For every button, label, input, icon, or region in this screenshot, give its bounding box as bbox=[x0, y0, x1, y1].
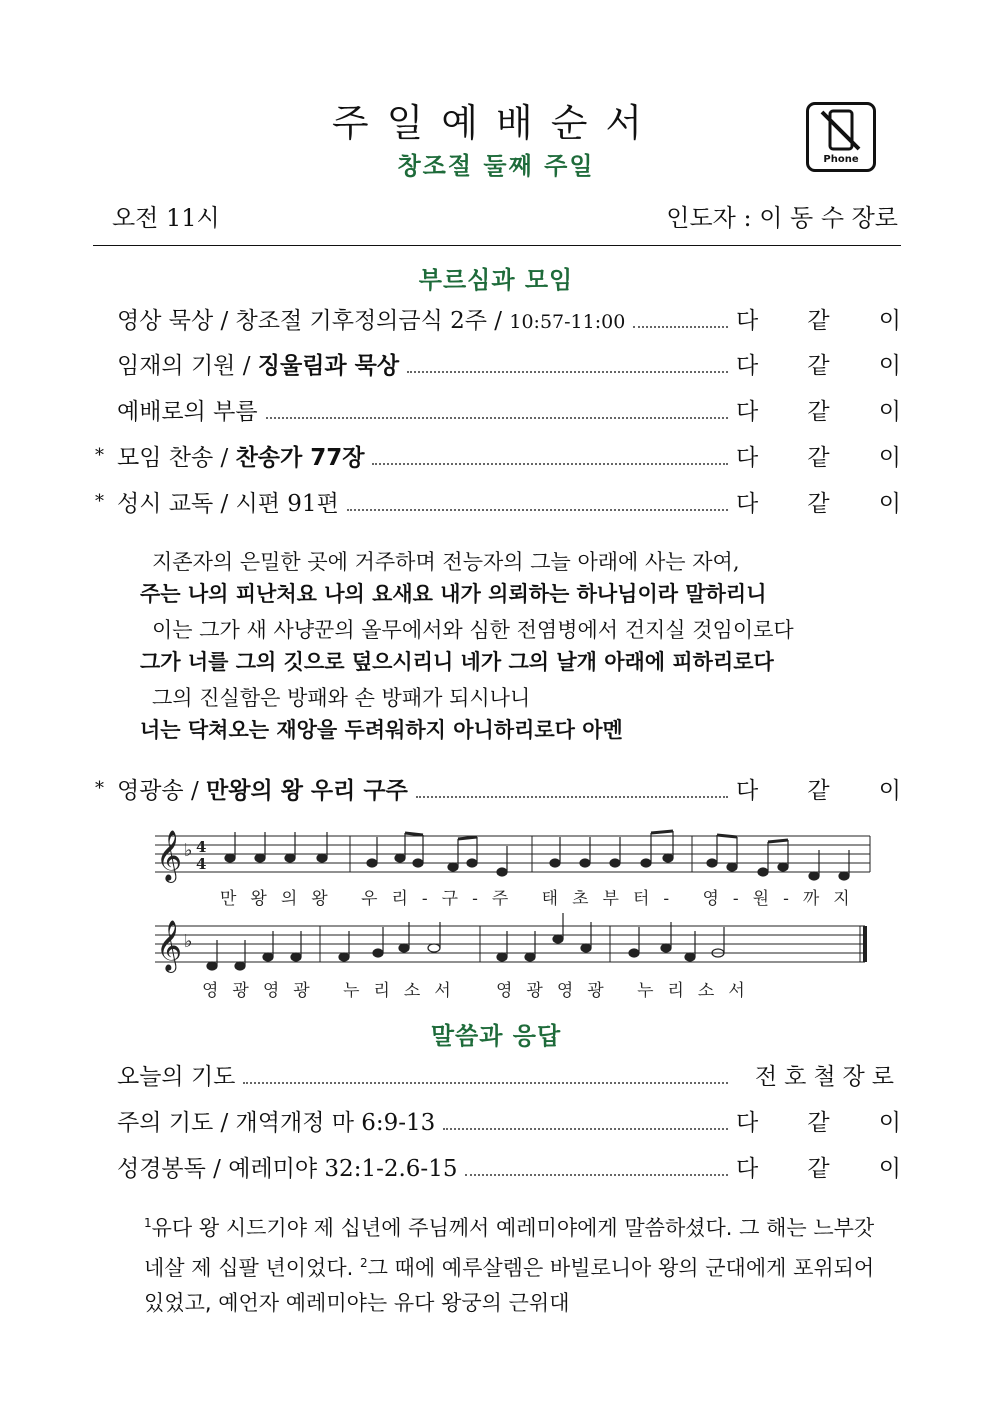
gloria-score bbox=[150, 826, 880, 1001]
item-time: 10:57-11:00 bbox=[509, 310, 626, 333]
item-response: 다 같 이 bbox=[736, 307, 901, 334]
svg-text:𝄞: 𝄞 bbox=[156, 830, 183, 881]
no-phone-icon bbox=[806, 102, 876, 172]
item-bold: 징울림과 묵상 bbox=[257, 352, 400, 379]
dot-leader bbox=[372, 445, 728, 465]
verse-text: 그 때에 예루살렘은 바빌로니아 왕의 군대에게 포위되어 있었고, 예언자 예레미야는 유다 왕궁의 근위대 bbox=[144, 1256, 875, 1315]
key-flat: ♭ bbox=[184, 840, 193, 861]
order-item bbox=[95, 300, 901, 336]
dot-leader bbox=[416, 778, 728, 798]
scripture-text bbox=[144, 1206, 884, 1321]
order-item-gloria bbox=[95, 770, 901, 806]
star-marker: * bbox=[95, 444, 104, 466]
section-gathering: 부르심과 모임 bbox=[418, 266, 574, 294]
dot-leader bbox=[407, 353, 728, 373]
order-item bbox=[95, 345, 901, 381]
verse-number: 1 bbox=[144, 1216, 152, 1230]
dot-leader bbox=[243, 1064, 728, 1084]
item-text: 영광송 / 만왕의 왕 우리 구주 bbox=[117, 777, 408, 804]
order-item bbox=[95, 437, 901, 473]
dot-leader bbox=[443, 1110, 728, 1130]
leader-name: 이 동 수 장로 bbox=[759, 204, 898, 232]
item-text: 성경봉독 / 예레미야 32:1-2.6-15 bbox=[117, 1155, 458, 1182]
service-leader bbox=[666, 198, 898, 233]
section-word: 말씀과 응답 bbox=[430, 1022, 562, 1050]
time-sig-top: 4 bbox=[196, 838, 207, 856]
psalm-congregation-line: 그가 너를 그의 깃으로 덮으시리니 네가 그의 날개 아래에 피하리로다 bbox=[140, 650, 774, 674]
item-bold: 만왕의 왕 우리 구주 bbox=[206, 777, 408, 804]
key-flat: ♭ bbox=[184, 931, 193, 952]
psalm-congregation-line: 주는 나의 피난처요 나의 요새요 내가 의뢰하는 하나님이라 말하리니 bbox=[140, 582, 767, 606]
score-lyrics-line2a: 영광영광 누리소서 bbox=[202, 981, 465, 1001]
header-divider bbox=[93, 245, 901, 246]
leader-label: 인도자 : bbox=[666, 204, 752, 232]
psalm-leader-line: 그의 진실함은 방패와 손 방패가 되시나니 bbox=[152, 686, 531, 710]
star-marker: * bbox=[95, 777, 104, 799]
star-marker: * bbox=[95, 490, 104, 512]
order-item bbox=[95, 1148, 901, 1184]
item-response: 다 같 이 bbox=[736, 398, 901, 425]
item-text: 주의 기도 / 개역개정 마 6:9-13 bbox=[117, 1109, 436, 1136]
score-lyrics-line2b: 영광영광 누리소서 bbox=[496, 981, 759, 1001]
item-text: 영상 묵상 / 창조절 기후정의금식 2주 / 10:57-11:00 bbox=[117, 307, 626, 334]
item-text: 모임 찬송 / 찬송가 77장 bbox=[117, 444, 365, 471]
dot-leader bbox=[347, 491, 728, 511]
order-item bbox=[95, 483, 901, 519]
item-text: 성시 교독 / 시편 91편 bbox=[117, 490, 339, 517]
item-response: 전호철장로 bbox=[754, 1063, 901, 1090]
item-response: 다 같 이 bbox=[736, 352, 901, 379]
item-bold: 찬송가 77장 bbox=[235, 444, 365, 471]
dot-leader bbox=[633, 308, 728, 328]
order-item bbox=[95, 1102, 901, 1138]
verse-number: 2 bbox=[359, 1256, 368, 1270]
phone-icon-label: Phone bbox=[823, 154, 859, 165]
item-text: 임재의 기원 / 징울림과 묵상 bbox=[117, 352, 400, 379]
svg-text:𝄞: 𝄞 bbox=[156, 920, 183, 971]
psalm-leader-line: 지존자의 은밀한 곳에 거주하며 전능자의 그늘 아래에 사는 자여, bbox=[152, 550, 740, 574]
item-text: 예배로의 부름 bbox=[117, 398, 258, 425]
item-response: 다 같 이 bbox=[736, 490, 901, 517]
service-time: 오전 11시 bbox=[112, 204, 220, 232]
item-text: 오늘의 기도 bbox=[117, 1063, 236, 1090]
item-response: 다 같 이 bbox=[736, 444, 901, 471]
score-lyrics-line1: 만왕의왕 우리-구-주 태초부터- 영-원-까지 bbox=[220, 889, 864, 909]
dot-leader bbox=[465, 1156, 728, 1176]
verse-text: 유다 왕 시드기야 제 십년에 주님께서 예레미야에게 말씀하셨다. 그 해는 느부갓네살 제 십팔 년이었다. bbox=[144, 1216, 875, 1280]
page-subtitle: 창조절 둘째 주일 bbox=[397, 152, 595, 180]
time-sig-bottom: 4 bbox=[196, 855, 207, 873]
dot-leader bbox=[266, 399, 728, 419]
item-response: 다 같 이 bbox=[736, 1109, 901, 1136]
page-title: 주일예배순서 bbox=[331, 101, 661, 145]
item-response: 다 같 이 bbox=[736, 777, 901, 804]
order-item bbox=[95, 391, 901, 427]
psalm-leader-line: 이는 그가 새 사냥꾼의 올무에서와 심한 전염병에서 건지실 것임이로다 bbox=[152, 618, 794, 642]
order-item bbox=[95, 1056, 901, 1092]
item-response: 다 같 이 bbox=[736, 1155, 901, 1182]
psalm-congregation-line: 너는 닥쳐오는 재앙을 두려워하지 아니하리로다 아멘 bbox=[140, 718, 623, 742]
